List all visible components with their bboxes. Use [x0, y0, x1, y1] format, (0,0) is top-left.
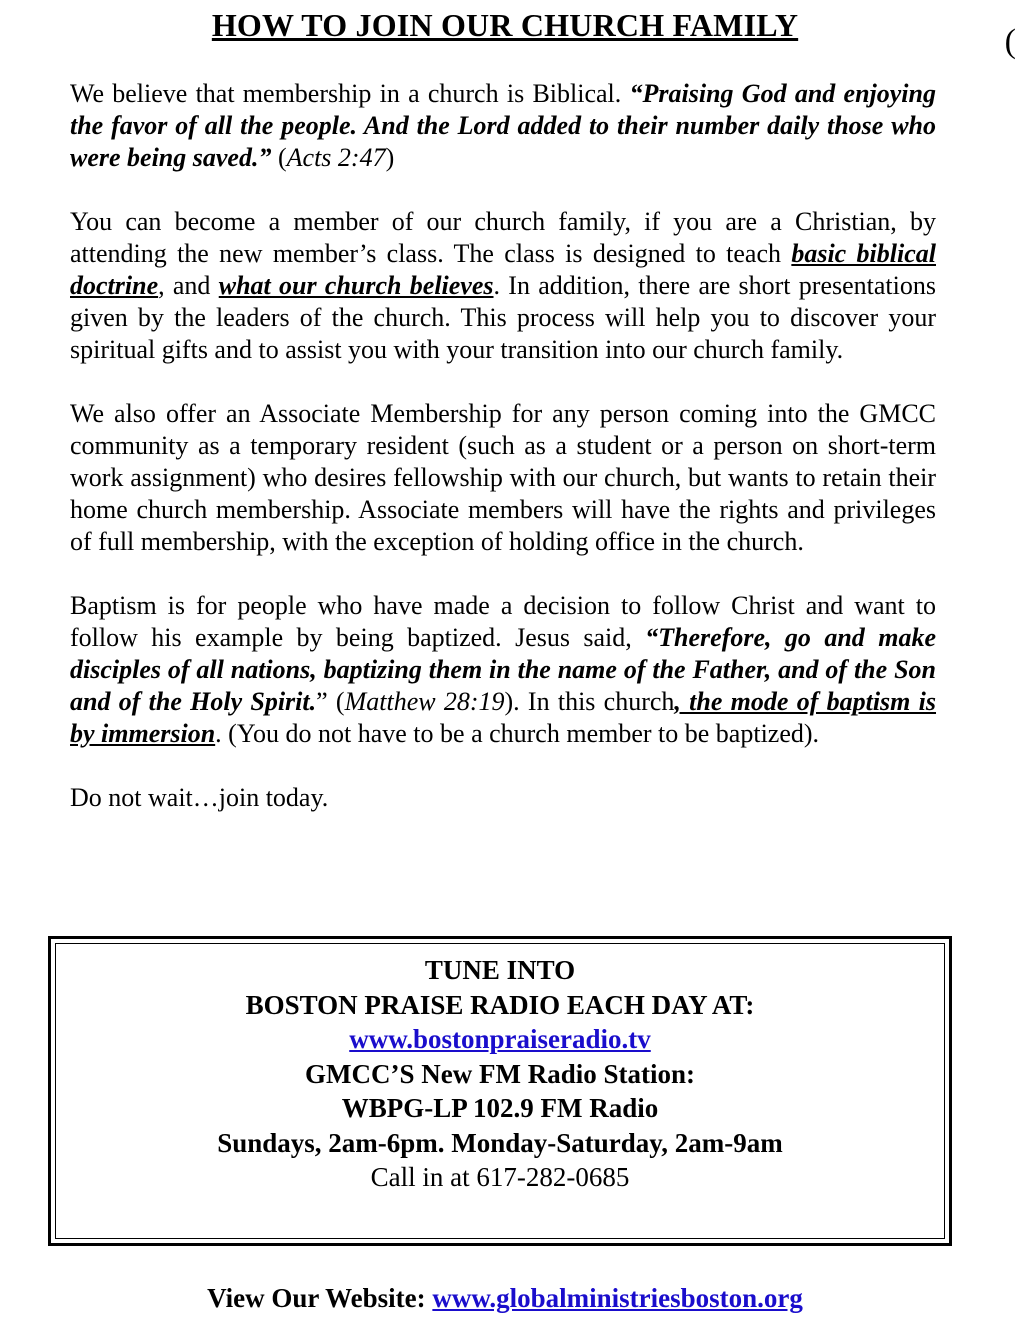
radio-link-line — [51, 1022, 949, 1057]
corner-mark: ( — [1004, 23, 1016, 60]
paragraph-join-today: Do not wait…join today. — [70, 783, 329, 812]
scripture-reference: Matthew 28:19 — [344, 687, 505, 716]
radio-subheading: BOSTON PRAISE RADIO EACH DAY AT: — [245, 989, 755, 1020]
footer-website — [0, 1280, 1010, 1316]
scripture-reference: Acts 2:47 — [286, 143, 386, 172]
paragraph-new-members-class — [70, 206, 936, 366]
scripture-quote: “Praising God and enjoying the favor of all the people. And the Lord added to their number daily those who were being saved.” — [70, 79, 936, 172]
text-span: ) — [385, 143, 395, 172]
text-span: ( — [271, 143, 287, 172]
text-span: . In addition, there are short presentations given by the leaders of the church. This process will help you to discover your spiritual gifts and to assist you with your transition into our church family. — [70, 271, 936, 364]
text-span: We believe that membership in a church is Biblical. — [70, 79, 630, 108]
text-span: ” ( — [316, 687, 345, 716]
paragraph-membership — [70, 78, 936, 174]
radio-station-label: GMCC’S New FM Radio Station: — [305, 1058, 695, 1089]
footer-label: View Our Website: — [207, 1283, 433, 1313]
footer-website-link[interactable]: www.globalministriesboston.org — [432, 1283, 803, 1313]
radio-website-link[interactable]: www.bostonpraiseradio.tv — [349, 1024, 651, 1054]
page-title: HOW TO JOIN OUR CHURCH FAMILY — [211, 7, 799, 43]
paragraph-associate-membership: We also offer an Associate Membership for any person coming into the GMCC community as a temporary resident (such as a student or a person on short-term work assignment) who desires fellowship with our church, but wants to retain their home church membership. Associate members will have the rights and privileges of full membership, with the exception of holding office in the church. — [70, 399, 936, 556]
radio-info-text — [51, 953, 949, 1195]
paragraph-baptism — [70, 590, 936, 750]
text-span: ). In this church — [504, 687, 675, 716]
text-span: , and — [158, 271, 219, 300]
emphasis-underlined: what our church believes — [218, 271, 494, 300]
radio-station-name: WBPG-LP 102.9 FM Radio — [341, 1093, 659, 1123]
body-content — [70, 78, 936, 846]
text-span: You can become a member of our church family, if you are a Christian, by attending the new member’s class. The class is designed to teach — [70, 207, 936, 268]
text-span: Baptism is for people who have made a decision to follow Christ and want to follow his example by being baptized. Jesus said, — [70, 591, 936, 652]
emphasis-underlined: , the mode of baptism is by immersion — [70, 687, 937, 748]
text-span: . (You do not have to be a church member to be baptized). — [215, 719, 820, 748]
emphasis-underlined: basic biblical doctrine — [70, 239, 936, 300]
scripture-quote: “Therefore, go and make disciples of all nations, baptizing them in the name of the Father, and of the Son and of the Holy Spirit. — [70, 623, 936, 716]
radio-info-box — [48, 936, 952, 1246]
radio-schedule: Sundays, 2am-6pm. Monday-Saturday, 2am-9am — [217, 1127, 783, 1158]
radio-heading: TUNE INTO — [424, 955, 576, 985]
radio-phone: Call in at 617-282-0685 — [370, 1162, 630, 1192]
